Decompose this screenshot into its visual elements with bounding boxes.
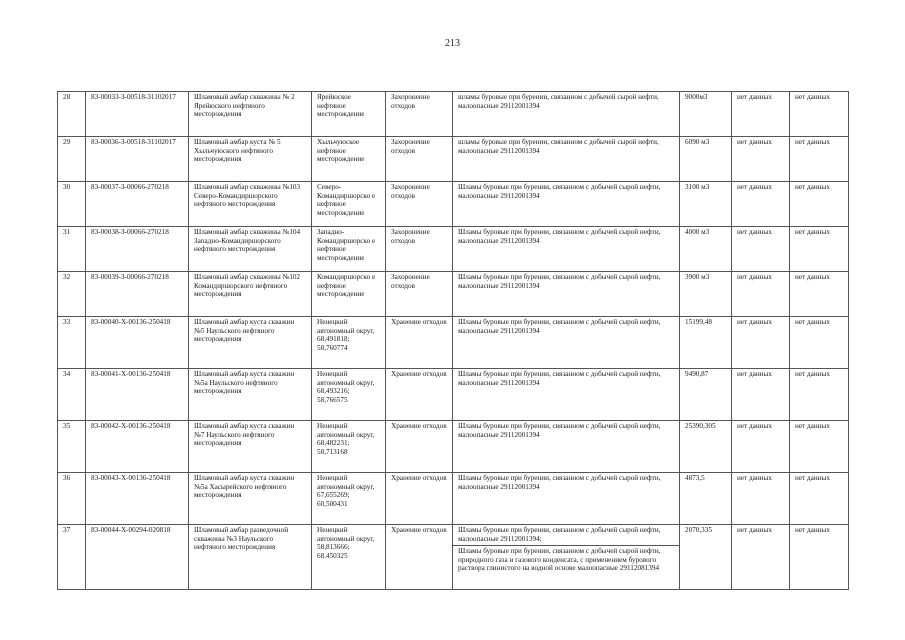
- data-cell-2: нет данных: [790, 227, 849, 272]
- row-number: 30: [58, 182, 86, 227]
- registry-code: 83-00043-Х-00136-250418: [86, 473, 189, 525]
- waste-type: Шламы буровые при бурении, связанном с добычей сырой нефти, малоопасные 29112001394: [453, 473, 680, 525]
- facility-volume: 6090 м3: [680, 137, 732, 182]
- data-cell-2: нет данных: [790, 137, 849, 182]
- facility-location: Северо-Командиршорско е нефтяное месторождение: [312, 182, 386, 227]
- table-row: [58, 473, 849, 525]
- facility-name: Шламовый амбар куста скважин №5 Наульского нефтяного месторождения: [189, 317, 312, 369]
- waste-type: Шламы буровые при бурении, связанном с добычей сырой нефти, малоопасные 29112001394: [453, 272, 680, 317]
- facility-purpose: Захоронение отходов: [386, 272, 453, 317]
- facility-location: Ненецкий автономный округ, 68,491818; 58,760774: [312, 317, 386, 369]
- waste-type: Шламы буровые при бурении, связанном с добычей сырой нефти, малоопасные 29112001394;: [453, 525, 680, 546]
- registry-code: 83-00041-Х-00136-250418: [86, 369, 189, 421]
- data-cell-2: нет данных: [790, 182, 849, 227]
- row-number: 36: [58, 473, 86, 525]
- facility-purpose: Захоронение отходов: [386, 182, 453, 227]
- facility-volume: 3100 м3: [680, 182, 732, 227]
- row-number: 37: [58, 525, 86, 590]
- facility-name: Шламовый амбар разведочной скважины №3 Наульского нефтяного месторождения: [189, 525, 312, 590]
- registry-code: 83-00044-Х-00294-020818: [86, 525, 189, 590]
- facility-name: Шламовый амбар скважины №102 Командиршорского нефтяного месторождения: [189, 272, 312, 317]
- table-row: [58, 182, 849, 227]
- facility-name: Шламовый амбар куста скважин №5а Хасырейского нефтяного месторождения: [189, 473, 312, 525]
- facility-volume: 2070,335: [680, 525, 732, 590]
- data-cell-1: нет данных: [732, 317, 790, 369]
- row-number: 34: [58, 369, 86, 421]
- facility-purpose: Захоронение отходов: [386, 92, 453, 137]
- facility-location: Хыльчуюское нефтяное месторождение: [312, 137, 386, 182]
- data-cell-2: нет данных: [790, 92, 849, 137]
- data-cell-1: нет данных: [732, 421, 790, 473]
- row-number: 33: [58, 317, 86, 369]
- facility-purpose: Хранение отходов: [386, 421, 453, 473]
- data-cell-1: нет данных: [732, 369, 790, 421]
- facility-location: Ненецкий автономный округ, 68,493216; 58,766575: [312, 369, 386, 421]
- registry-code: 83-00038-З-00066-270218: [86, 227, 189, 272]
- facility-name: Шламовый амбар куста скважин №5а Наульского нефтяного месторождения: [189, 369, 312, 421]
- facility-name: Шламовый амбар куста № 5 Хыльчуюского нефтяного месторождения: [189, 137, 312, 182]
- waste-type: Шламы буровые при бурении, связанном с добычей сырой нефти, природного газа и газового конденсата, с применением бурового раствора глинистого на водной основе малоопасные 29112081394: [453, 546, 680, 590]
- data-cell-1: нет данных: [732, 92, 790, 137]
- facility-purpose: Захоронение отходов: [386, 137, 453, 182]
- table-row: [58, 137, 849, 182]
- data-cell-2: нет данных: [790, 421, 849, 473]
- facility-name: Шламовый амбар куста скважин №7 Наульского нефтяного месторождения: [189, 421, 312, 473]
- facility-location: Ненецкий автономный округ, 68,482231; 58,713168: [312, 421, 386, 473]
- row-number: 31: [58, 227, 86, 272]
- facility-location: Ненецкий автономный округ, 58,813666; 68,450325: [312, 525, 386, 590]
- row-number: 28: [58, 92, 86, 137]
- facility-purpose: Хранение отходов: [386, 525, 453, 590]
- registry-code: 83-00039-З-00066-270218: [86, 272, 189, 317]
- row-number: 35: [58, 421, 86, 473]
- waste-facilities-table: [57, 91, 849, 590]
- facility-name: Шламовый амбар скважины №104 Западно-Командиршорского нефтяного месторождения: [189, 227, 312, 272]
- table-row: [58, 369, 849, 421]
- facility-location: Ярейюское нефтяное месторождение: [312, 92, 386, 137]
- facility-purpose: Захоронение отходов: [386, 227, 453, 272]
- facility-location: Командиршорско е нефтяное месторождение: [312, 272, 386, 317]
- data-cell-1: нет данных: [732, 272, 790, 317]
- facility-purpose: Хранение отходов: [386, 369, 453, 421]
- registry-code: 83-00033-З-00518-31102017: [86, 92, 189, 137]
- data-cell-2: нет данных: [790, 525, 849, 590]
- data-cell-1: нет данных: [732, 137, 790, 182]
- facility-volume: 15199,48: [680, 317, 732, 369]
- facility-location: Ненецкий автономный округ, 67,655269; 60,500431: [312, 473, 386, 525]
- facility-volume: 3900 м3: [680, 272, 732, 317]
- waste-type: шламы буровые при бурении, связанном с добычей сырой нефти, малоопасные 29112001394: [453, 92, 680, 137]
- waste-type: Шламы буровые при бурении, связанном с добычей сырой нефти, малоопасные 29112001394: [453, 421, 680, 473]
- facility-volume: 4873,5: [680, 473, 732, 525]
- facility-volume: 4000 м3: [680, 227, 732, 272]
- facility-purpose: Хранение отходов: [386, 473, 453, 525]
- data-cell-1: нет данных: [732, 227, 790, 272]
- row-number: 32: [58, 272, 86, 317]
- registry-code: 83-00040-Х-00136-250418: [86, 317, 189, 369]
- table-row: [58, 421, 849, 473]
- data-cell-2: нет данных: [790, 272, 849, 317]
- facility-volume: 9490,87: [680, 369, 732, 421]
- data-cell-2: нет данных: [790, 317, 849, 369]
- table-row: [58, 317, 849, 369]
- registry-code: 83-00042-Х-00136-250418: [86, 421, 189, 473]
- table-row: [58, 525, 849, 546]
- table-row: [58, 272, 849, 317]
- table-row: [58, 92, 849, 137]
- waste-type: Шламы буровые при бурении, связанном с добычей сырой нефти, малоопасные 29112001394: [453, 227, 680, 272]
- data-cell-1: нет данных: [732, 182, 790, 227]
- data-cell-2: нет данных: [790, 369, 849, 421]
- registry-code: 83-00036-З-00518-31102017: [86, 137, 189, 182]
- facility-volume: 25390,305: [680, 421, 732, 473]
- waste-type: Шламы буровые при бурении, связанном с добычей сырой нефти, малоопасные 29112001394: [453, 369, 680, 421]
- facility-name: Шламовый амбар скважины № 2 Ярейюского нефтяного месторождения: [189, 92, 312, 137]
- facility-volume: 9000м3: [680, 92, 732, 137]
- table-row: [58, 227, 849, 272]
- data-cell-1: нет данных: [732, 525, 790, 590]
- data-cell-1: нет данных: [732, 473, 790, 525]
- waste-type: шламы буровые при бурении, связанном с добычей сырой нефти, малоопасные 29112001394: [453, 137, 680, 182]
- facility-location: Западно-Командиршорско е нефтяное месторождение: [312, 227, 386, 272]
- registry-code: 83-00037-З-00066-270218: [86, 182, 189, 227]
- facility-purpose: Хранение отходов: [386, 317, 453, 369]
- waste-type: Шламы буровые при бурении, связанном с добычей сырой нефти, малоопасные 29112001394: [453, 317, 680, 369]
- waste-type: Шламы буровые при бурении, связанном с добычей сырой нефти, малоопасные 29112001394: [453, 182, 680, 227]
- row-number: 29: [58, 137, 86, 182]
- data-cell-2: нет данных: [790, 473, 849, 525]
- facility-name: Шламовый амбар скважины №103 Северо-Командиршорского нефтяного месторождения: [189, 182, 312, 227]
- page-number: 213: [445, 38, 460, 49]
